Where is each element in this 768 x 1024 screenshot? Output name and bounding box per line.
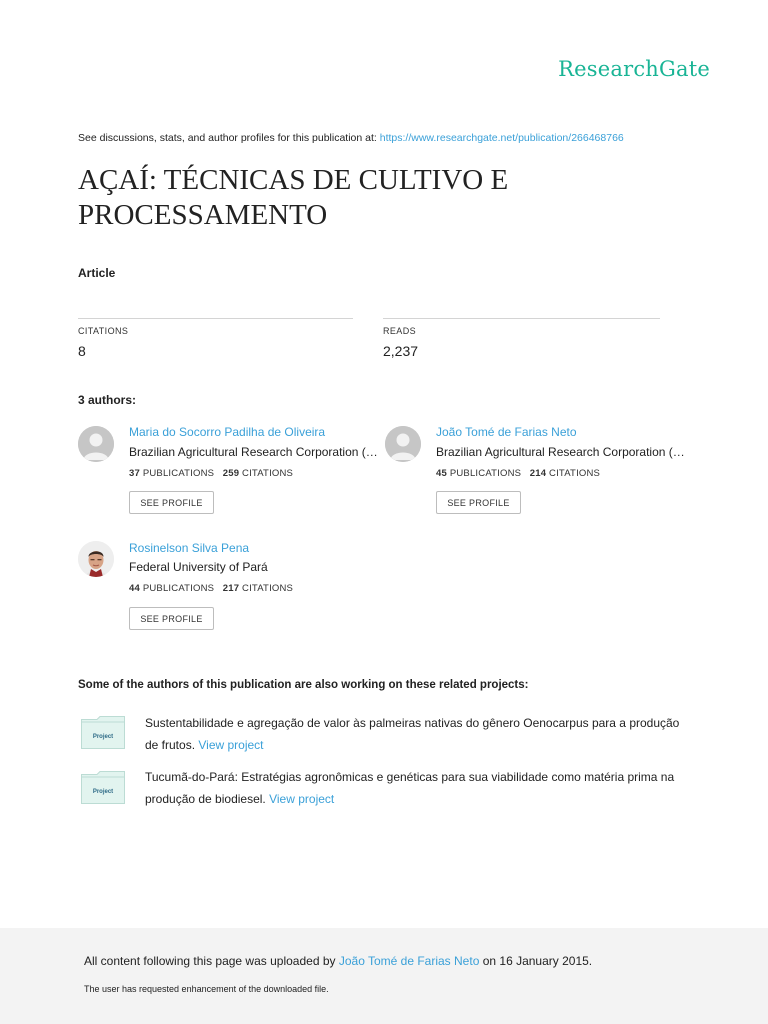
- project-description: [145, 766, 695, 810]
- citations-value: 8: [78, 343, 86, 359]
- citations-label: CITATIONS: [242, 468, 294, 479]
- reads-value: 2,237: [383, 343, 419, 359]
- footer-panel: [0, 928, 768, 1024]
- citations-count: 259: [222, 468, 240, 479]
- see-profile-button[interactable]: SEE PROFILE: [129, 491, 214, 514]
- project-text: Sustentabilidade e agregação de valor às palmeiras nativas do gênero Oenocarpus para a produção: [145, 716, 680, 730]
- publications-count: 45: [436, 468, 447, 479]
- publication-title: [78, 163, 638, 233]
- publication-type: Article: [78, 266, 116, 280]
- publications-count: 37: [129, 468, 140, 479]
- uploader-link[interactable]: João Tomé de Farias Neto: [338, 954, 480, 968]
- publications-label: PUBLICATIONS: [449, 468, 522, 479]
- author-name-link[interactable]: João Tomé de Farias Neto: [436, 425, 577, 439]
- enhancement-note: The user has requested enhancement of the downloaded file.: [84, 984, 329, 994]
- upload-suffix: on 16 January 2015.: [479, 954, 593, 968]
- reads-label: READS: [383, 326, 417, 336]
- project-icon-label: Project: [92, 734, 114, 740]
- upload-info: [84, 954, 592, 968]
- view-project-link[interactable]: View project: [198, 738, 264, 752]
- author-name-link[interactable]: Rosinelson Silva Pena: [129, 541, 250, 555]
- project-text: produção de biodiesel.: [145, 792, 270, 806]
- see-discussions-line: [78, 132, 624, 144]
- citations-label: CITATIONS: [78, 326, 129, 336]
- photo-avatar-icon[interactable]: [78, 541, 114, 577]
- author-name-link[interactable]: Maria do Socorro Padilha de Oliveira: [129, 425, 326, 439]
- default-avatar-icon[interactable]: [385, 426, 421, 462]
- default-avatar-icon[interactable]: [78, 426, 114, 462]
- author-institution: Brazilian Agricultural Research Corporation (…: [129, 445, 378, 459]
- view-project-link[interactable]: View project: [269, 792, 335, 806]
- publication-title-line2: PROCESSAMENTO: [78, 199, 328, 231]
- see-profile-button[interactable]: SEE PROFILE: [129, 607, 214, 630]
- author-stats: [129, 468, 293, 479]
- author-institution: Brazilian Agricultural Research Corporation (…: [436, 445, 685, 459]
- author-stats: [436, 468, 600, 479]
- citations-count: 217: [222, 583, 240, 594]
- related-projects-heading: Some of the authors of this publication are also working on these related projects:: [78, 679, 529, 691]
- publications-count: 44: [129, 583, 140, 594]
- citations-label: CITATIONS: [242, 583, 294, 594]
- see-discussions-text: See discussions, stats, and author profiles for this publication at:: [78, 132, 380, 144]
- authors-heading: 3 authors:: [78, 393, 137, 407]
- publication-title-line1: AÇAÍ: TÉCNICAS DE CULTIVO E: [78, 164, 509, 196]
- project-folder-icon[interactable]: [81, 716, 125, 749]
- researchgate-logo[interactable]: ResearchGate: [558, 57, 710, 81]
- project-text: de frutos.: [145, 738, 199, 752]
- project-description: [145, 712, 695, 756]
- reads-divider: [383, 318, 660, 319]
- publication-url-link[interactable]: https://www.researchgate.net/publication/266468766: [379, 132, 624, 144]
- publications-label: PUBLICATIONS: [142, 468, 215, 479]
- project-folder-icon[interactable]: [81, 771, 125, 804]
- upload-prefix: All content following this page was uploaded by: [84, 954, 339, 968]
- publications-label: PUBLICATIONS: [142, 583, 215, 594]
- citations-count: 214: [529, 468, 547, 479]
- project-text: Tucumã-do-Pará: Estratégias agronômicas e genéticas para sua viabilidade como matéria prima na: [145, 770, 675, 784]
- citations-label: CITATIONS: [549, 468, 601, 479]
- project-icon-label: Project: [92, 789, 114, 795]
- author-stats: [129, 583, 293, 594]
- citations-divider: [78, 318, 353, 319]
- author-institution: Federal University of Pará: [129, 560, 268, 574]
- see-profile-button[interactable]: SEE PROFILE: [436, 491, 521, 514]
